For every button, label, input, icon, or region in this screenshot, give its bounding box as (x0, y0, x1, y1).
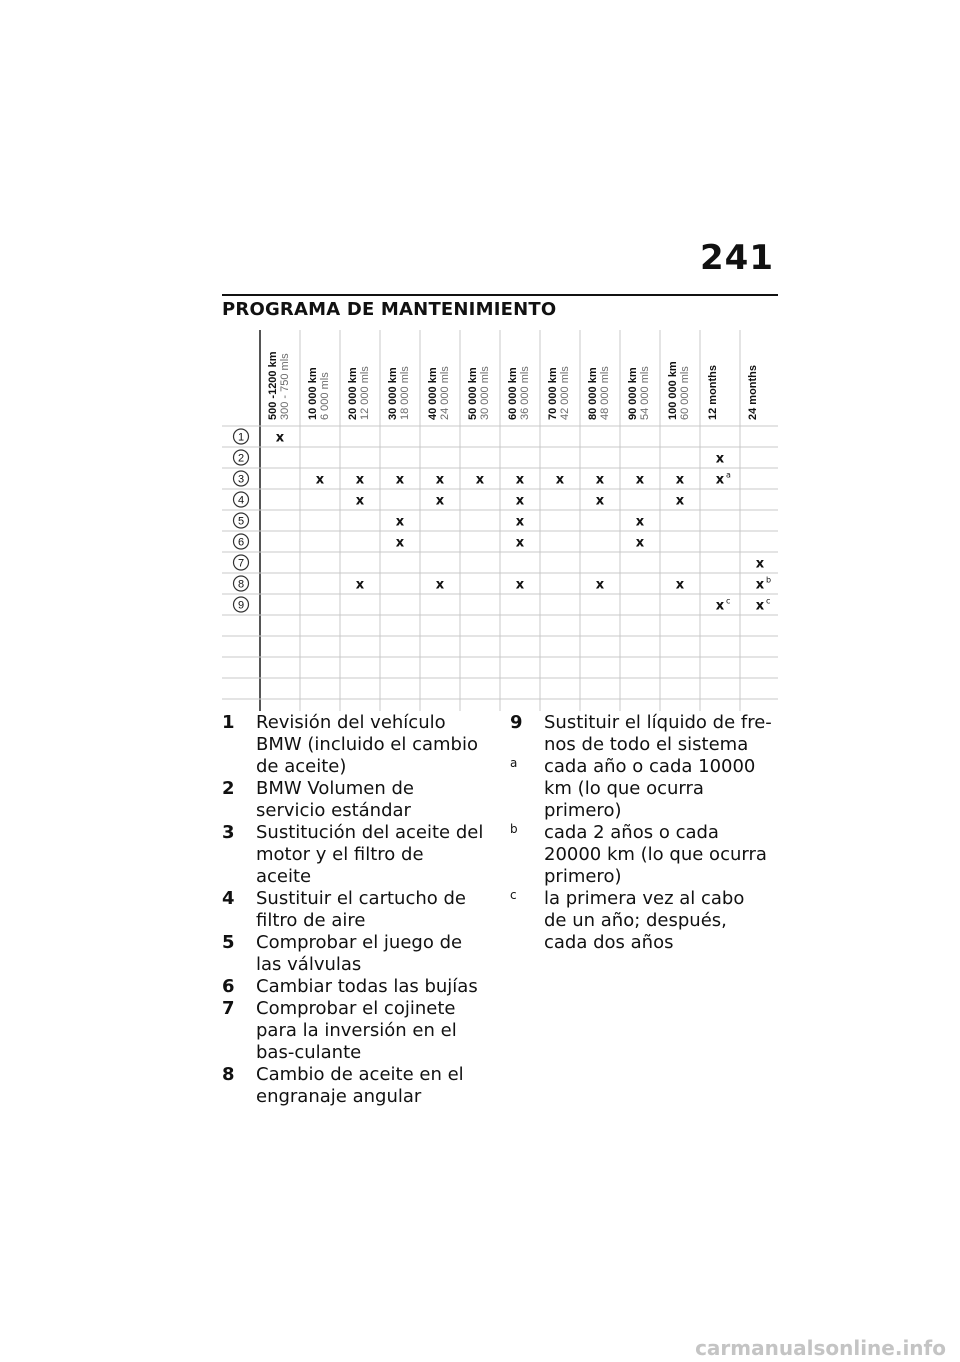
column-header-mls: 54 000 mls (639, 366, 651, 420)
legend-right (510, 712, 772, 954)
column-header-km: 40 000 km (427, 367, 439, 420)
maintenance-mark: x (355, 577, 365, 593)
maintenance-mark: x (435, 472, 445, 488)
watermark: carmanualsonline.info (695, 1336, 946, 1360)
maintenance-mark: x (515, 577, 525, 593)
footnote-superscript: c (726, 596, 731, 606)
maintenance-mark: x (395, 514, 405, 530)
legend-number: 1 (222, 712, 235, 733)
column-header-km: 100 000 km (667, 361, 679, 420)
column-header-mls: 42 000 mls (559, 366, 571, 420)
column-header-mls: 48 000 mls (599, 366, 611, 420)
footnote-superscript: c (766, 596, 771, 606)
legend-item (510, 712, 772, 756)
column-header-mls: 24 000 mls (439, 366, 451, 420)
section-title: PROGRAMA DE MANTENIMIENTO (222, 299, 557, 320)
footnote-text: la primera vez al cabo de un año; después, cada dos años (544, 888, 745, 953)
page-number: 241 (700, 238, 774, 278)
row-number: 2 (237, 452, 245, 465)
maintenance-mark: x (475, 472, 485, 488)
legend-text: Sustitución del aceite del motor y el filtro de aceite (256, 822, 484, 887)
footnote-item (510, 888, 772, 954)
maintenance-mark: x (675, 577, 685, 593)
maintenance-mark: x (755, 556, 765, 572)
maintenance-mark: x (515, 493, 525, 509)
column-header-km: 70 000 km (547, 367, 559, 420)
maintenance-mark: x (275, 430, 285, 446)
legend-text: Comprobar el cojinete para la inversión en el bas-culante (256, 998, 457, 1063)
row-number: 5 (237, 515, 245, 528)
legend-number: 2 (222, 778, 235, 799)
footnote-item (510, 756, 772, 822)
maintenance-mark: x (515, 514, 525, 530)
legend-number: 4 (222, 888, 235, 909)
footnote-text: cada 2 años o cada 20000 km (lo que ocurra primero) (544, 822, 767, 887)
legend-item (222, 778, 484, 822)
column-header-mls: 18 000 mls (399, 366, 411, 420)
legend-text: BMW Volumen de servicio estándar (256, 778, 414, 821)
column-header-mls: 36 000 mls (519, 366, 531, 420)
maintenance-mark: x (555, 472, 565, 488)
legend-item (222, 822, 484, 888)
footnote-superscript: b (766, 575, 772, 585)
maintenance-mark: x (315, 472, 325, 488)
maintenance-mark: x (675, 472, 685, 488)
column-header-km: 60 000 km (507, 367, 519, 420)
legend-item (222, 932, 484, 976)
maintenance-mark: x (675, 493, 685, 509)
column-header-km: 30 000 km (387, 367, 399, 420)
legend-text: Cambio de aceite en el engranaje angular (256, 1064, 464, 1107)
maintenance-mark: x (635, 535, 645, 551)
legend-left (222, 712, 484, 1108)
maintenance-mark: x (595, 577, 605, 593)
row-number: 9 (237, 599, 245, 612)
column-header-km: 24 months (747, 364, 759, 420)
maintenance-mark: x (595, 472, 605, 488)
maintenance-mark: x (715, 598, 725, 614)
maintenance-mark: x (515, 472, 525, 488)
legend-number: 8 (222, 1064, 235, 1085)
footnote-marker: a (510, 756, 518, 770)
footnote-marker: c (510, 888, 517, 902)
legend-text: Cambiar todas las bujías (256, 976, 478, 997)
column-header-mls: 12 000 mls (359, 366, 371, 420)
legend-number: 7 (222, 998, 235, 1019)
column-header-km: 12 months (707, 364, 719, 420)
maintenance-mark: x (755, 598, 765, 614)
legend-text: Sustituir el líquido de fre-nos de todo el sistema (544, 712, 772, 755)
maintenance-mark: x (355, 472, 365, 488)
column-header-km: 90 000 km (627, 367, 639, 420)
maintenance-mark: x (435, 493, 445, 509)
legend-item (222, 976, 484, 998)
row-number: 3 (237, 473, 245, 486)
legend-item (222, 888, 484, 932)
maintenance-mark: x (515, 535, 525, 551)
column-header-mls: 30 000 mls (479, 366, 491, 420)
maintenance-mark: x (595, 493, 605, 509)
footnote-marker: b (510, 822, 518, 836)
maintenance-mark: x (355, 493, 365, 509)
maintenance-mark: x (395, 535, 405, 551)
legend-item (222, 998, 484, 1064)
maintenance-mark: x (715, 451, 725, 467)
column-header-mls: 6 000 mls (319, 372, 331, 420)
row-number: 7 (237, 557, 245, 570)
legend-text: Comprobar el juego de las válvulas (256, 932, 463, 975)
column-header-km: 500 -1200 km (267, 351, 279, 420)
maintenance-mark: x (635, 472, 645, 488)
legend-text: Sustituir el cartucho de filtro de aire (256, 888, 466, 931)
maintenance-mark: x (435, 577, 445, 593)
legend-number: 9 (510, 712, 523, 733)
legend-number: 6 (222, 976, 235, 997)
legend-item (222, 1064, 484, 1108)
column-header-km: 50 000 km (467, 367, 479, 420)
legend-text: Revisión del vehículo BMW (incluido el cambio de aceite) (256, 712, 478, 777)
footnote-superscript: a (726, 470, 731, 480)
column-header-km: 20 000 km (347, 367, 359, 420)
maintenance-mark: x (635, 514, 645, 530)
legend-number: 5 (222, 932, 235, 953)
legend-number: 3 (222, 822, 235, 843)
row-number: 8 (237, 578, 245, 591)
row-number: 4 (237, 494, 245, 507)
maintenance-mark: x (715, 472, 725, 488)
row-number: 1 (237, 431, 245, 444)
legend-item (222, 712, 484, 778)
row-number: 6 (237, 536, 245, 549)
column-header-km: 10 000 km (307, 367, 319, 420)
column-header-mls: 300 - 750 mls (279, 353, 291, 420)
maintenance-mark: x (755, 577, 765, 593)
column-header-mls: 60 000 mls (679, 366, 691, 420)
column-header-km: 80 000 km (587, 367, 599, 420)
footnote-item (510, 822, 772, 888)
maintenance-mark: x (395, 472, 405, 488)
footnote-text: cada año o cada 10000 km (lo que ocurra primero) (544, 756, 756, 821)
